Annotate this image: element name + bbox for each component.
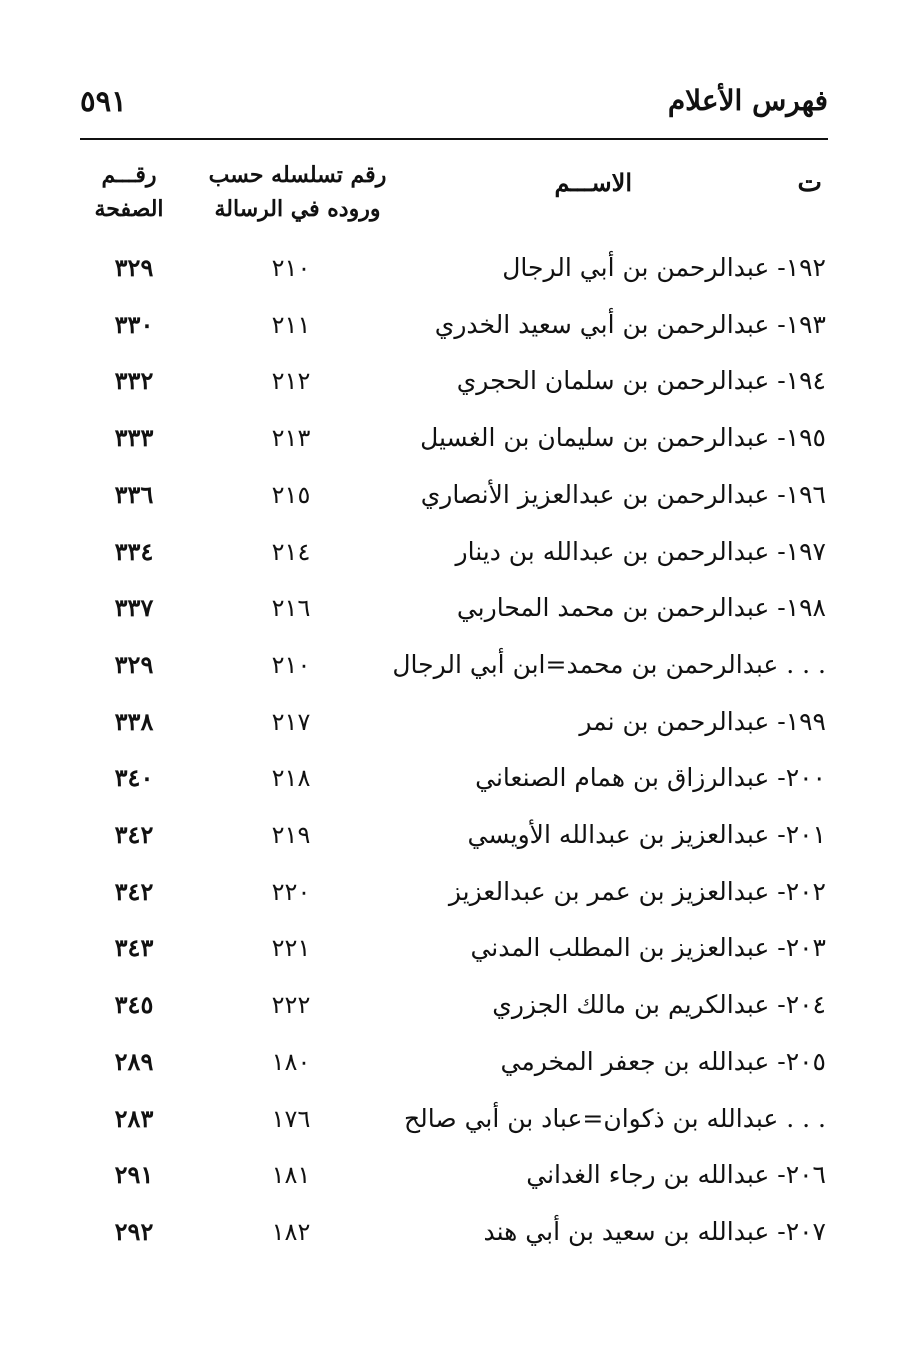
sequence-number: ٢١٠: [271, 254, 311, 282]
column-header-page-line2: الصفحة: [94, 196, 164, 222]
page-ref: ٣٤٠: [114, 763, 154, 793]
sequence-number: ٢٢٠: [271, 877, 311, 906]
sequence-number: ٢٢١: [271, 934, 311, 963]
sequence-number: ٢١٩: [271, 821, 311, 849]
column-header-page: [84, 158, 174, 226]
column-header-sequence-line2: وروده في الرسالة: [214, 196, 381, 222]
sequence-number: ٢١٨: [271, 764, 311, 793]
entry-name: . . . عبدالرحمن بن محمد=ابن أبي الرجال: [392, 649, 826, 679]
entry-name: ٢٠٥- عبدالله بن جعفر المخرمي: [500, 1046, 826, 1076]
table-row: [0, 524, 922, 580]
table-row: [0, 694, 922, 750]
page-ref: ٣٢٩: [114, 253, 154, 282]
entry-name: ١٩٨- عبدالرحمن بن محمد المحاربي: [456, 593, 826, 623]
entry-name: ١٩٢- عبدالرحمن بن أبي الرجال: [502, 253, 826, 282]
column-header-sequence: [205, 158, 390, 226]
sequence-number: ٢١٤: [271, 537, 311, 566]
column-header-name: الاســـم: [554, 168, 632, 197]
entry-name: ١٩٣- عبدالرحمن بن أبي سعيد الخدري: [434, 309, 826, 339]
header-rule: [80, 138, 828, 140]
page-ref: ٣٤٢: [114, 876, 154, 906]
table-row: [0, 580, 922, 636]
entry-name: ١٩٩- عبدالرحمن بن نمر: [579, 706, 826, 736]
entry-name: ١٩٥- عبدالرحمن بن سليمان بن الغسيل: [420, 423, 826, 453]
entry-name: ٢٠٧- عبدالله بن سعيد بن أبي هند: [483, 1216, 826, 1246]
table-row: [0, 1147, 922, 1203]
table-row: [0, 467, 922, 523]
page-number: ٥٩١: [80, 84, 127, 118]
sequence-number: ١٨٠: [271, 1047, 311, 1076]
entry-name: ٢٠٠- عبدالرزاق بن همام الصنعاني: [475, 763, 826, 793]
sequence-number: ٢١٧: [271, 707, 311, 736]
page-ref: ٣٣٢: [114, 366, 154, 396]
entry-name: ١٩٦- عبدالرحمن بن عبدالعزيز الأنصاري: [420, 479, 826, 509]
column-header-number: ت: [797, 168, 822, 198]
page-ref: ٣٤٢: [114, 820, 154, 849]
table-row: [0, 1034, 922, 1090]
entry-name: ٢٠٦- عبدالله بن رجاء الغداني: [526, 1160, 826, 1190]
table-row: [0, 240, 922, 296]
sequence-number: ١٧٦: [271, 1104, 311, 1133]
page-ref: ٣٣٧: [114, 593, 154, 623]
entry-name: ١٩٤- عبدالرحمن بن سلمان الحجري: [456, 366, 826, 396]
table-row: [0, 807, 922, 863]
table-row: [0, 637, 922, 693]
entry-name: ١٩٧- عبدالرحمن بن عبدالله بن دينار: [455, 536, 826, 566]
sequence-number: ١٨٢: [271, 1217, 311, 1246]
entry-name: ٢٠٢- عبدالعزيز بن عمر بن عبدالعزيز: [448, 876, 826, 906]
page-ref: ٣٤٥: [114, 990, 154, 1020]
sequence-number: ٢١١: [271, 310, 311, 339]
sequence-number: ١٨١: [271, 1161, 311, 1190]
sequence-number: ٢١٢: [271, 367, 311, 396]
page-ref: ٢٩١: [114, 1160, 154, 1190]
page-ref: ٣٣٣: [114, 423, 154, 453]
page-ref: ٣٤٣: [114, 933, 154, 963]
table-row: [0, 1091, 922, 1147]
page-ref: ٣٣٤: [114, 536, 154, 566]
column-header-sequence-line1: رقم تسلسله حسب: [208, 162, 387, 188]
table-row: [0, 750, 922, 806]
table-row: [0, 410, 922, 466]
entry-name: ٢٠١- عبدالعزيز بن عبدالله الأويسي: [467, 820, 826, 849]
running-title: فهرس الأعلام: [667, 84, 828, 117]
sequence-number: ٢١٠: [271, 650, 311, 679]
entry-name: ٢٠٤- عبدالكريم بن مالك الجزري: [492, 990, 826, 1020]
table-row: [0, 1204, 922, 1260]
sequence-number: ٢١٦: [271, 594, 311, 623]
page-ref: ٢٨٣: [114, 1103, 154, 1133]
table-row: [0, 353, 922, 409]
page-ref: ٢٨٩: [114, 1046, 154, 1076]
sequence-number: ٢٢٢: [271, 991, 311, 1020]
page-ref: ٣٣٨: [114, 706, 154, 736]
page-ref: ٣٣٠: [114, 309, 154, 339]
entry-name: . . . عبدالله بن ذكوان=عباد بن أبي صالح: [404, 1103, 826, 1133]
sequence-number: ٢١٣: [271, 424, 311, 453]
page-ref: ٣٢٩: [114, 649, 154, 679]
page-ref: ٣٣٦: [114, 479, 154, 509]
table-row: [0, 864, 922, 920]
running-header: [80, 84, 828, 124]
table-row: [0, 297, 922, 353]
table-row: [0, 920, 922, 976]
sequence-number: ٢١٥: [271, 480, 311, 509]
entry-name: ٢٠٣- عبدالعزيز بن المطلب المدني: [470, 933, 826, 963]
page-ref: ٢٩٢: [114, 1216, 154, 1246]
column-header-page-line1: رقـــم: [101, 162, 157, 188]
table-row: [0, 977, 922, 1033]
